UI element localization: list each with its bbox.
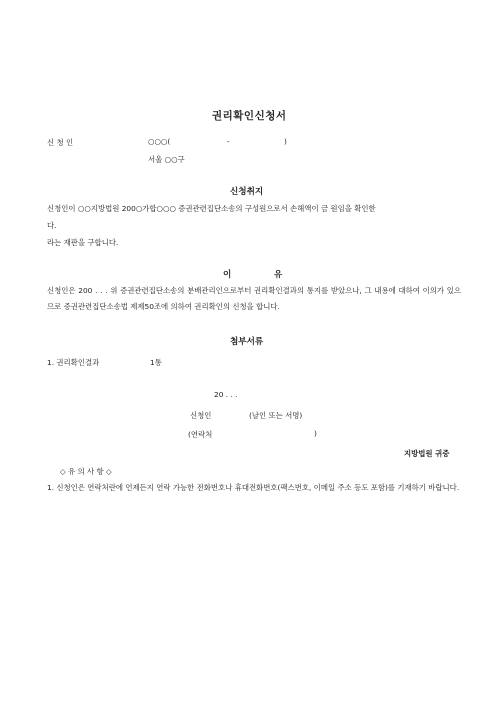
signature-label: 신청인 <box>190 411 212 420</box>
applicant-label: 신 청 인 <box>47 138 74 147</box>
applicant-close-paren: ) <box>284 137 287 146</box>
purpose-line-2: 다. <box>47 221 57 230</box>
date-line: 20 . . . <box>214 390 238 399</box>
applicant-address: 서울 ○○구 <box>148 155 185 164</box>
purpose-heading: 신청취지 <box>230 187 264 197</box>
purpose-line-1: 신청인이 ○○지방법원 200○가합○○○ 증권관련집단소송의 구성원으로서 손해액이 금 원임을 확인한 <box>47 204 376 213</box>
notes-item-1: 1. 신청인은 연락처란에 언제든지 연락 가능한 전화번호나 휴대전화번호(팩스번호, 이메일 주소 등도 포함)를 기재하기 바랍니다. <box>47 483 460 492</box>
purpose-line-3: 라는 재판을 구합니다. <box>47 238 119 247</box>
reason-heading-right: 유 <box>274 270 283 280</box>
contact-close: ) <box>314 429 317 438</box>
notes-heading: ◇ 유 의 사 항 ◇ <box>60 467 112 476</box>
reason-text: 신청인은 200 . . . 위 증권관련집단소송의 분배관리인으로부터 권리확인결과의 통지를 받았으나, 그 내용에 대하여 이의가 있으므로 증권관련집단소송법 제제50조에 의하여 권리확인의 신청을 합니다. <box>47 286 461 311</box>
attachments-heading: 첨부서류 <box>230 337 264 347</box>
contact-open: (연락처 <box>188 430 213 439</box>
court-recipient: 지방법원 귀중 <box>404 449 450 458</box>
document-title: 권리확인신청서 <box>212 110 287 122</box>
applicant-name: ○○○( <box>148 137 171 146</box>
attachment-item: 1. 권리확인결과 <box>47 358 100 367</box>
attachment-count: 1통 <box>150 358 162 367</box>
signature-note: (날인 또는 서명) <box>249 411 303 420</box>
reason-heading-left: 이 <box>223 270 232 280</box>
applicant-id-dash: - <box>227 137 230 146</box>
